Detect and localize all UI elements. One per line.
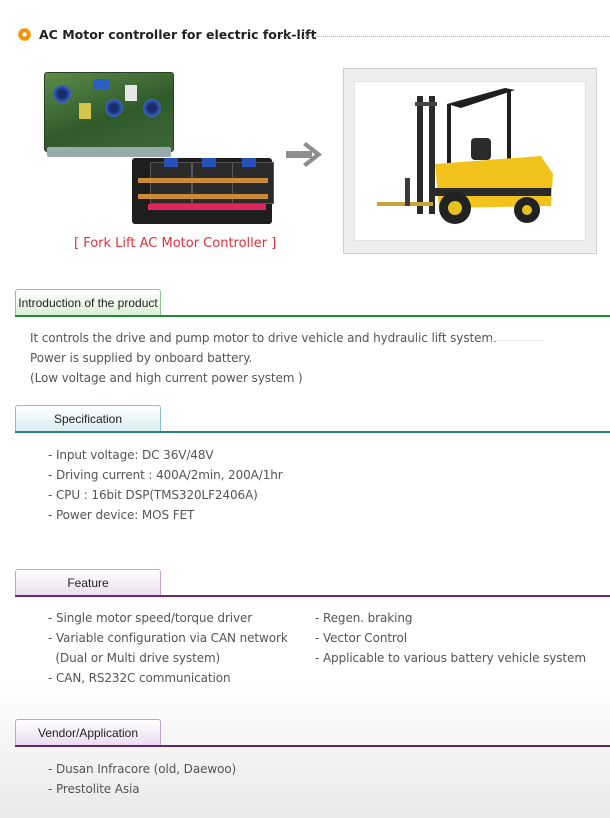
feature-item: - Variable configuration via CAN network xyxy=(48,631,288,645)
spec-section-title: Specification xyxy=(53,412,123,426)
forklift-photo-frame xyxy=(343,68,597,254)
intro-text xyxy=(30,328,497,388)
intro-section-tab xyxy=(15,289,161,316)
feature-list-left xyxy=(48,608,288,688)
faint-divider xyxy=(488,340,544,341)
intro-section-title: Introduction of the product xyxy=(18,296,158,310)
vendor-item: - Dusan Infracore (old, Daewoo) xyxy=(48,762,237,776)
right-arrow-icon xyxy=(284,140,324,170)
vendor-item: - Prestolite Asia xyxy=(48,782,140,796)
vendor-list xyxy=(48,759,236,799)
spec-item: - Power device: MOS FET xyxy=(48,508,195,522)
feature-list-right xyxy=(315,608,586,668)
title-dotted-divider xyxy=(280,36,610,37)
controller-board-image xyxy=(44,72,174,152)
page-title: AC Motor controller for electric fork-lift xyxy=(39,27,317,42)
forklift-image xyxy=(354,81,586,241)
spec-list xyxy=(48,445,283,525)
feature-section-tab xyxy=(15,569,161,596)
vendor-section-tab xyxy=(15,719,161,746)
controller-module-image xyxy=(132,158,272,224)
spec-item: - CPU : 16bit DSP(TMS320LF2406A) xyxy=(48,488,258,502)
feature-section-title: Feature xyxy=(67,576,109,590)
controller-caption: [ Fork Lift AC Motor Controller ] xyxy=(74,236,277,251)
vendor-section-title: Vendor/Application xyxy=(37,726,139,740)
intro-line: It controls the drive and pump motor to drive vehicle and hydraulic lift system. xyxy=(30,331,497,345)
feature-item: - Regen. braking xyxy=(315,611,413,625)
spec-item: - Driving current : 400A/2min, 200A/1hr xyxy=(48,468,283,482)
feature-item: (Dual or Multi drive system) xyxy=(48,651,221,665)
intro-line: Power is supplied by onboard battery. xyxy=(30,351,253,365)
spec-section-tab xyxy=(15,405,161,432)
feature-item: - CAN, RS232C communication xyxy=(48,671,231,685)
intro-section-divider xyxy=(15,315,610,317)
title-row xyxy=(18,26,610,46)
orange-bullet-icon xyxy=(18,28,31,41)
spec-item: - Input voltage: DC 36V/48V xyxy=(48,448,214,462)
feature-item: - Vector Control xyxy=(315,631,407,645)
intro-line: (Low voltage and high current power system ) xyxy=(30,371,303,385)
feature-item: - Single motor speed/torque driver xyxy=(48,611,253,625)
vendor-section-divider xyxy=(15,745,610,747)
feature-item: - Applicable to various battery vehicle system xyxy=(315,651,586,665)
feature-section-divider xyxy=(15,595,610,597)
spec-section-divider xyxy=(15,431,610,433)
